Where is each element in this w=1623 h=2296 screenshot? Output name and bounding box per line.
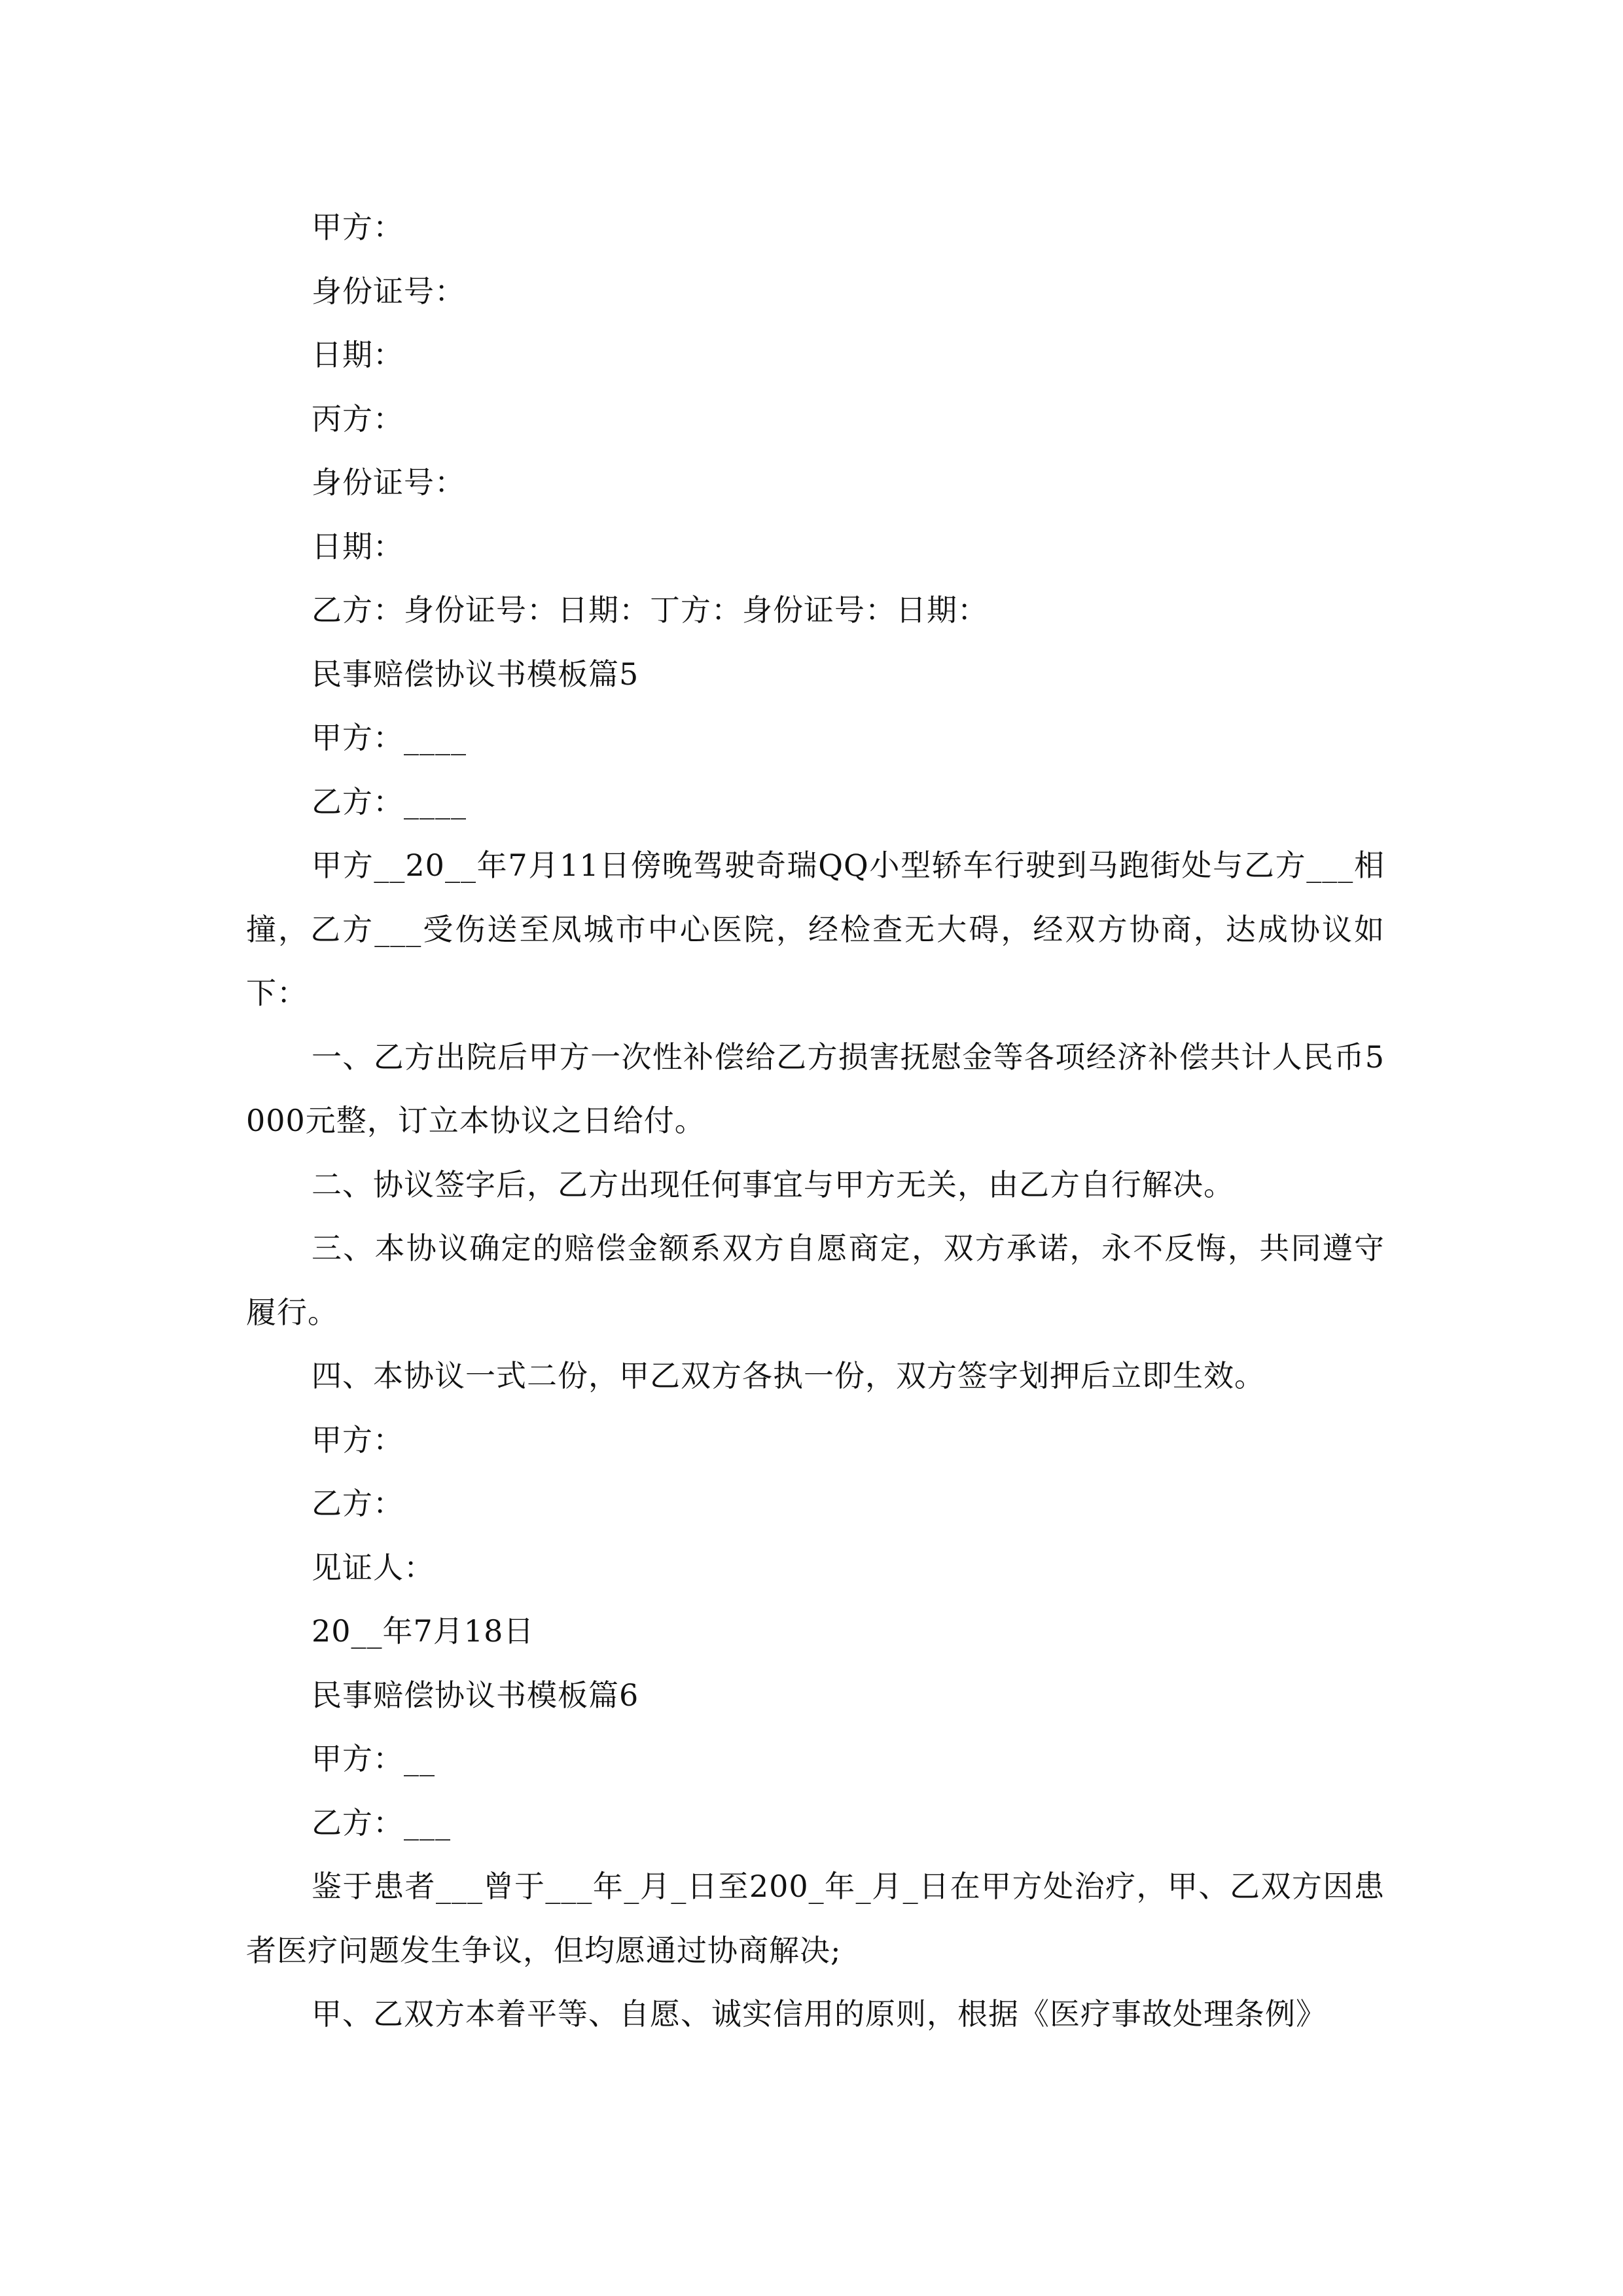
party-c-label: 丙方：	[312, 401, 404, 437]
incident-paragraph: 甲方__20__年7月11日傍晚驾驶奇瑞QQ小型轿车行驶到马跑街处与乙方___相撞，乙方___受伤送至凤城市中心医院，经检查无大碍，经双方协商，达成协议如下：	[246, 848, 1385, 1011]
party-b-d-line: 乙方：身份证号：日期：丁方：身份证号：日期：	[312, 592, 988, 628]
document-body	[246, 196, 1385, 2047]
patient-paragraph: 鉴于患者___曾于___年_月_日至200_年_月_日在甲方处治疗，甲、乙双方因患者医疗问题发生争议，但均愿通过协商解决;	[246, 1869, 1385, 1968]
clause-2: 二、协议签字后，乙方出现任何事宜与甲方无关，由乙方自行解决。	[312, 1166, 1234, 1202]
id-number-label: 身份证号：	[312, 273, 465, 309]
date-label: 日期：	[312, 337, 404, 372]
clause-3: 三、本协议确定的赔偿金额系双方自愿商定，双方承诺，永不反悔，共同遵守履行。	[246, 1230, 1385, 1330]
party-a-label: 甲方：__	[312, 1741, 435, 1776]
witness-label: 见证人：	[312, 1549, 435, 1585]
clause-1: 一、乙方出院后甲方一次性补偿给乙方损害抚慰金等各项经济补偿共计人民币5000元整，订立本协议之日给付。	[246, 1039, 1385, 1138]
party-b-signature-label: 乙方：	[312, 1486, 404, 1521]
clause-4: 四、本协议一式二份，甲乙双方各执一份，双方签字划押后立即生效。	[312, 1358, 1265, 1393]
signing-date: 20__年7月18日	[312, 1613, 535, 1649]
party-a-signature-label: 甲方：	[312, 1422, 404, 1458]
party-a-label: 甲方：____	[312, 720, 467, 755]
section-heading: 民事赔偿协议书模板篇6	[312, 1677, 639, 1713]
id-number-label: 身份证号：	[312, 465, 465, 500]
date-label: 日期：	[312, 528, 404, 564]
section-heading: 民事赔偿协议书模板篇5	[312, 656, 639, 692]
party-a-label: 甲方：	[312, 209, 404, 245]
principle-paragraph: 甲、乙双方本着平等、自愿、诚实信用的原则，根据《医疗事故处理条例》	[312, 1996, 1327, 2032]
party-b-label: 乙方：___	[312, 1804, 451, 1840]
party-b-label: 乙方：____	[312, 783, 467, 819]
